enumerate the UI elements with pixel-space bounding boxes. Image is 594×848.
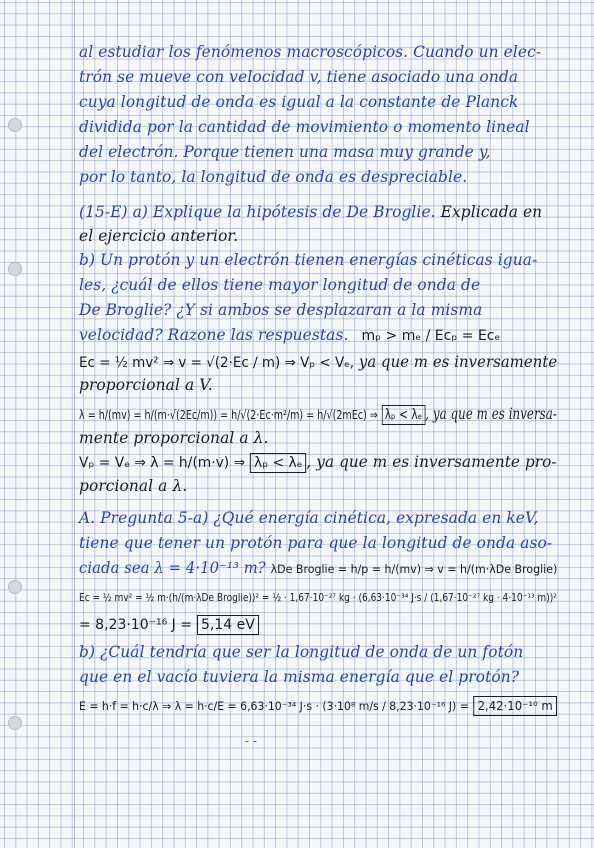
kinetic-energy-calc	[79, 584, 557, 610]
wavelength-result-box: λₚ < λₑ	[382, 405, 426, 425]
question-5a-prompt-end: ciada sea λ = 4·10⁻¹³ m?	[79, 559, 266, 577]
punch-hole	[8, 580, 22, 594]
question-15a-answer: Explicada en	[440, 203, 543, 221]
question-15b-line: les, ¿cuál de ellos tiene mayor longitud de onda de	[79, 276, 481, 294]
question-15b-line: b) Un protón y un electrón tienen energías cinéticas igua-	[79, 251, 538, 269]
de-broglie-velocity-formula: λDe Broglie = h/p = h/(mv) ⇒ v = h/(m·λDe Broglie)	[270, 562, 558, 576]
wavelength-derivation	[79, 402, 557, 427]
question-5a-line	[79, 556, 557, 581]
margin-line	[74, 0, 75, 848]
kinetic-energy-derivation	[79, 350, 557, 375]
question-5a-line: A. Pregunta 5-a) ¿Qué energía cinética, expresada en keV,	[79, 509, 539, 527]
same-velocity-formula: Vₚ = Vₑ ⇒ λ = h/(m·v) ⇒	[79, 455, 246, 471]
text-line: al estudiar los fenómenos macroscópicos. Cuando un elec-	[79, 43, 542, 61]
question-5b-line: b) ¿Cuál tendría que ser la longitud de onda de un fotón	[79, 643, 524, 661]
text-line: cuya longitud de onda es igual a la constante de Planck	[79, 93, 519, 111]
question-5a-line: tiene que tener un protón para que la longitud de onda aso-	[79, 534, 553, 552]
given-masses: mₚ > mₑ / Ecₚ = Ecₑ	[361, 328, 501, 344]
kinetic-energy-formula: Ec = ½ mv² ⇒ v = √(2·Ec / m) ⇒ Vₚ < Vₑ,	[79, 355, 355, 371]
kinetic-energy-reason-cont: proporcional a V.	[79, 376, 213, 394]
punch-hole	[8, 118, 22, 132]
kinetic-energy-result-line	[79, 612, 259, 637]
kinetic-energy-calc-formula: Ec = ½ mv² = ½ m·(h/(m·λDe Broglie))² = ½ · 1,67·10⁻²⁷ kg · (6,63·10⁻³⁴ J·s / (1,67·10⁻²⁷ kg · 4·10⁻¹³ m))²	[79, 592, 557, 604]
question-15a-answer-cont: el ejercicio anterior.	[79, 227, 239, 245]
same-velocity-result-box: λₚ < λₑ	[250, 453, 306, 473]
text-line: del electrón. Porque tienen una masa muy grande y,	[79, 143, 491, 161]
question-5b-line: que en el vacío tuviera la misma energía que el protón?	[79, 668, 520, 686]
punch-hole	[8, 262, 22, 276]
text-line: por lo tanto, la longitud de onda es despreciable.	[79, 168, 468, 186]
text-line: dividida por la cantidad de movimiento o momento lineal	[79, 118, 530, 136]
same-velocity-reason-cont: porcional a λ.	[79, 477, 188, 495]
question-15a	[79, 200, 542, 224]
footer-mark: - -	[245, 734, 257, 748]
wavelength-reason: , ya que m es inversa-	[425, 405, 557, 423]
kinetic-energy-result-box: 5,14 eV	[197, 615, 259, 635]
photon-wavelength-formula: E = h·f = h·c/λ ⇒ λ = h·c/E = 6,63·10⁻³⁴ J·s · (3·10⁸ m/s / 8,23·10⁻¹⁶ J) =	[79, 700, 469, 713]
wavelength-formula: λ = h/(mv) = h/(m·√(2Ec/m)) = h/√(2·Ec·m²/m) = h/√(2mEc) ⇒	[79, 407, 378, 422]
question-15b-prompt: velocidad? Razone las respuestas.	[79, 326, 349, 344]
same-velocity-reason: , ya que m es inversamente pro-	[306, 453, 557, 471]
kinetic-energy-value: = 8,23·10⁻¹⁶ J =	[79, 617, 192, 633]
punch-hole	[8, 716, 22, 730]
same-velocity-derivation	[79, 450, 557, 475]
question-15b-line: De Broglie? ¿Y si ambos se desplazaran a la misma	[79, 301, 483, 319]
text-line: trón se mueve con velocidad v, tiene asociado una onda	[79, 68, 519, 86]
photon-wavelength-result-box: 2,42·10⁻¹⁰ m	[474, 696, 557, 716]
kinetic-energy-reason: ya que m es inversamente	[358, 353, 558, 371]
wavelength-reason-cont: mente proporcional a λ.	[79, 429, 269, 447]
photon-wavelength-calc	[79, 693, 557, 719]
question-15a-label: (15-E) a) Explique la hipótesis de De Broglie.	[79, 203, 436, 221]
question-15b-line	[79, 323, 500, 348]
